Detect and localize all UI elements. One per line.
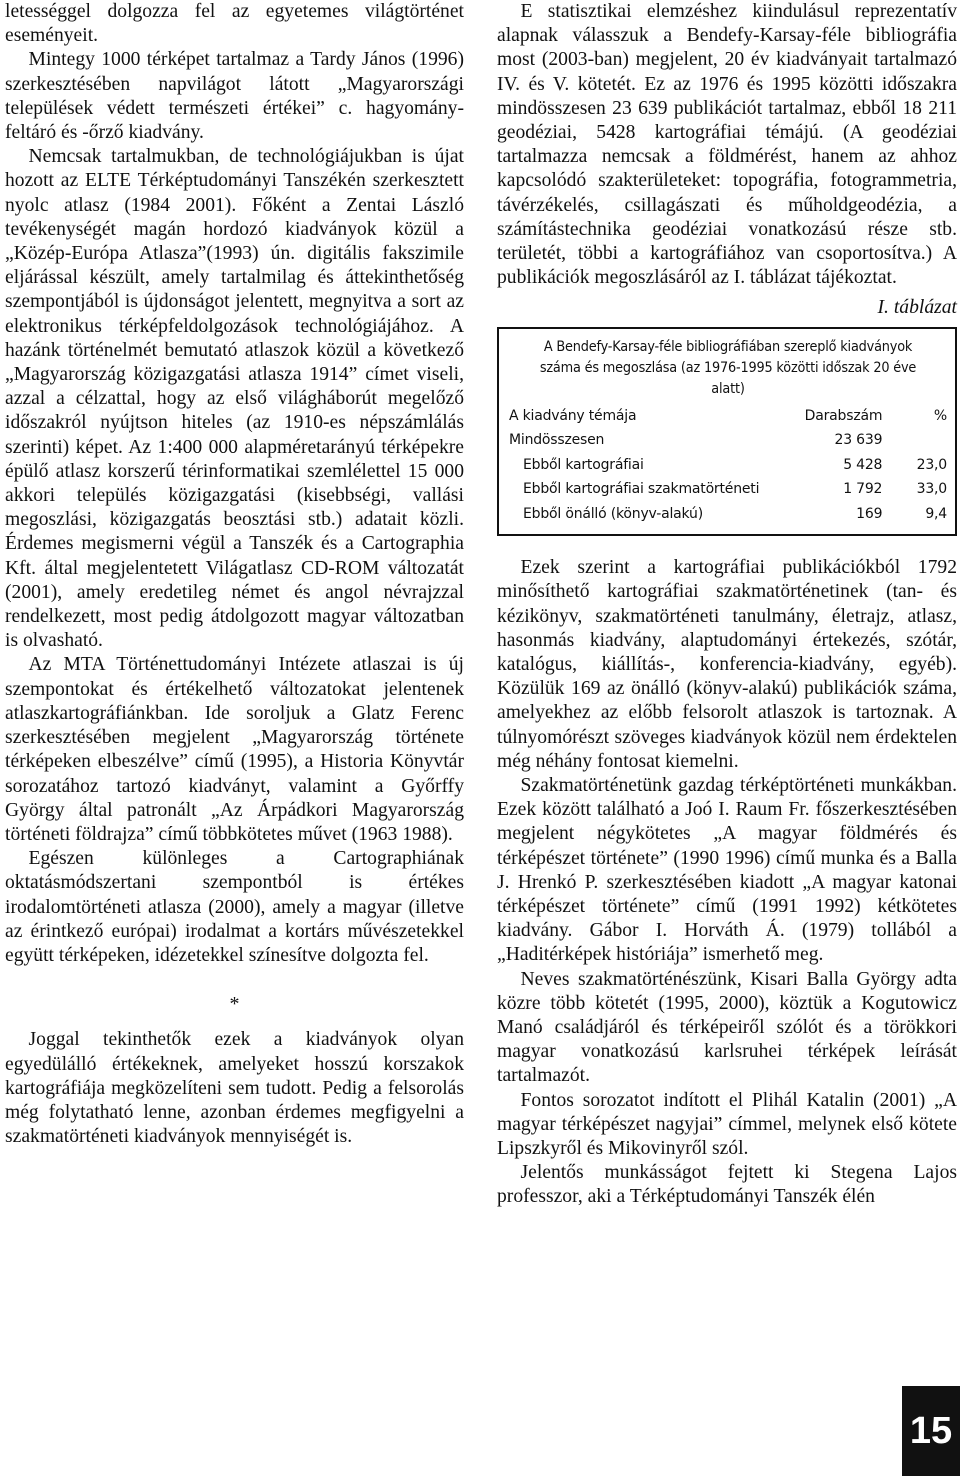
left-column [5, 0, 464, 1149]
paragraph: Fontos sorozatot indított el Plihál Katalin (2001) „A magyar térképészet nagyjai” címmel, melynek első kötete Lipszkyről és Mikovinyről szól. [497, 1089, 957, 1160]
paragraph: Ezek szerint a kartográfiai publikációkból 1792 minősíthető kartográfiai szakmatörténetinek (tan- és kézikönyv, szakmatörténeti tanulmány, életrajz, atlasz, hasonmás kiadvány, alaptudományi értekezés, szótár, katalógus, kiállítás-, konferencia-kiadvány, egyéb). Közülük 169 az önálló (könyv-alakú) publikációk száma, amelyekhez az előbb felsorolt atlaszok is tartoznak. A túlnyomórészt szöveges kiadványok közül nem érdektelen még néhány fontosat kiemelni. [497, 557, 957, 772]
paragraph: Nemcsak tartalmukban, de technológiájukban is újat hozott az ELTE Térképtudományi Tanszékén szerkesztett nyolc atlasz (1984 2001). Főként a Zentai László tevékenységét magán hordozó kiadványok közül a „Közép-Európa Atlasza”(1993) ún. digitális fakszimile eljárással készült, amely tartalmilag és áttekinthetőség szempontjából is újdonságot jelentett, megnyitva a sort az elektronikus térképfeldolgozások technológiájához. A hazánk történelmét bemutató atlaszok közül a következő „Magyarország közigazgatási atlasza 1914” címet viseli, azzal a célzattal, hogy az első világháborút megelőző időszakról nyújtson hiteles (az 1910-es népszámlálás szerinti) képet. Az 1:400 000 alapméretarányú térképekre épülő atlasz korszerű térinformatikai szemlélettel 15 000 akkori település közigazgatási (kisebbségi, vallási megoszlási, közigazgatás beosztási stb.) adatait közli. Érdemes megismerni végül a Tanszék és a Cartographia Kft. által megjelentetett Világatlasz CD-ROM változatát (2001), amely eredetileg német és angol névrajzzal rendelkezett, most pedig átdolgozott magyar változatban is olvasható. [5, 146, 464, 652]
table-body [509, 404, 947, 527]
table-cell: 9,4 [925, 505, 947, 522]
paragraph: Az MTA Történettudományi Intézete atlaszai is új szempontokat és értékelhető változatokat jelentenek atlaszkartográfiánkban. Ide soroljuk a Glatz Ferenc szerkesztésében megjelent „Magyarország története térképeken elbeszélve” című (1995), a Historia Könyvtár sorozatához tartozó kiadványt, valamint a Győrffy György által patronált „Az Árpádkori Magyarország történeti földrajza” című többkötetes művet (1963 1988). [5, 654, 464, 845]
paragraph: Egészen különleges a Cartographiának oktatásmódszertani szempontból is értékes irodalomtörténeti atlasza (2000), amely a magyar (illetve az érintkező európai) irodalmat a kortárs művészetekkel együtt térképeken, idézetekkel színesítve dolgozta fel. [5, 848, 464, 966]
table-cell: 23,0 [916, 456, 947, 473]
table-header: A kiadvány témája [509, 407, 637, 424]
table-cell: 1 792 [843, 481, 883, 498]
table-cell: 23 639 [834, 432, 883, 449]
table-cell: Ebből önálló (könyv-alakú) [523, 505, 703, 522]
table-cell: Ebből kartográfiai [523, 456, 644, 473]
table-header-row [509, 404, 947, 429]
table-row [509, 477, 947, 502]
paragraph: Szakmatörténetünk gazdag térképtörténeti munkákban. Ezek között található a Joó I. Raum Fr. főszerkesztésében megjelent négykötetes „A magyar földmérés és térképészet története” (1990 1996) című munka és a Balla J. Hrenkó P. szerkesztésében kiadott „A magyar katonai térképészet története” című (1991 1992) kétkötetes kiadvány. Gábor I. Horváth Á. (1979) tollából a „Haditérképek históriája” ismerhető meg. [497, 774, 957, 966]
table-row [509, 502, 947, 527]
table-cell: 169 [856, 505, 883, 522]
table-cell: 5 428 [843, 456, 883, 473]
table-cell: 33,0 [916, 481, 947, 498]
paragraph: Neves szakmatörténészünk, Kisari Balla György adta közre több kötetét (1995, 2000), köztük a Kogutowicz Manó családjáról és térképeiről szólót és a törökkori magyar vonatkozású karlsruhei térképek leírását tartalmazót. [497, 968, 957, 1087]
paragraph: letességgel dolgozza fel az egyetemes világtörténet eseményeit. [5, 1, 464, 47]
table-header: Darabszám [804, 407, 883, 424]
statistics-table [497, 327, 957, 537]
table-cell: Ebből kartográfiai szakmatörténeti [523, 481, 760, 498]
table-header: % [933, 407, 947, 424]
section-separator: * [229, 993, 240, 1016]
paragraph: E statisztikai elemzéshez kiindulásul reprezentatív alapnak válasszuk a Bendefy-Karsay-féle bibliográfia most (2003-ban) megjelent, 20 év kiadványait tartalmazó IV. és V. kötetét. Ez az 1976 és 1995 közötti időszakra mindösszesen 23 639 publikációt tartalmaz, ebből 18 211 geodéziai, 5428 kartográfiai témájú. (A geodéziai tartalmazza nemcsak a földmérést, hanem az ahhoz kapcsolódó szakterületeket: topográfia, fotogrammetria, távérzékelés, csillagászati és műholdgeodézia, a számítástechnika geodéziai vonatkozású része stb. területét, többi a kartográfiához van csoportosítva.) A publikációk megoszlásáról az I. táblázat tájékoztat. [497, 1, 957, 289]
table-cell: Mindösszesen [509, 432, 605, 449]
paragraph: Jelentős munkásságot fejtett ki Stegena Lajos professzor, aki a Térképtudományi Tanszék élén [497, 1162, 957, 1208]
table-row [509, 428, 947, 453]
table-caption: A Bendefy-Karsay-féle bibliográfiában szereplő kiadványok száma és megoszlása (az 1976-1995 közötti időszak 20 éve alatt) [539, 338, 917, 397]
page-number: 15 [902, 1386, 960, 1476]
table-cell [882, 428, 947, 453]
table-row [509, 453, 947, 478]
paragraph: Mintegy 1000 térképet tartalmaz a Tardy János (1996) szerkesztésében napvilágot látott „Magyarországi települések védett természeti értékei” c. hagyomány-feltáró és -őrző kiadvány. [5, 49, 464, 144]
paragraph: Joggal tekinthetők ezek a kiadványok olyan egyedülálló értékeknek, amelyeket hosszú korszakok kartográfiája megközelíteni sem tudott. Pedig a felsorolás még folytatható lenne, azonban érdemes megfigyelni a szakmatörténeti kiadványok mennyiségét is. [5, 1029, 464, 1148]
right-column [497, 0, 957, 1210]
table-label: I. táblázat [877, 297, 957, 319]
